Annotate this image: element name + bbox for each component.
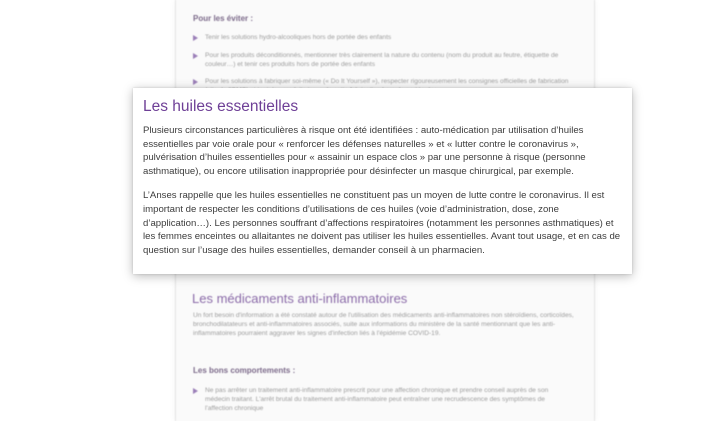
card-paragraph-anses-reminder: L’Anses rappelle que les huiles essentielles ne constituent pas un moyen de lutte contre le coronavirus. Il est important de respecter les conditions d’utilisations de ces huiles (voie d’administration, dose, zone d’application…). Les personnes souffrant d’affections respiratoires (notamment les personnes asthmatiques) et les femmes enceintes ou allaitantes ne doivent pas utiliser les huiles essentielles. Avant tout usage, et en cas de question sur l’usage des huiles essentielles, demander conseil à un pharmacien. [143,190,621,256]
essential-oils-highlight-card [133,88,632,274]
list-item-text: Tenir les solutions hydro-alcooliques hors de portée des enfants [205,34,392,41]
section-heading-anti-inflammatory: Les médicaments anti-inflammatoires [192,291,408,306]
list-item-text: Pour les solutions à fabriquer soi-même (« Do It Yourself »), respecter rigoureusement les consignes officielles de fabrication [205,78,569,85]
bullet-triangle-icon [193,79,198,85]
bullet-triangle-icon [193,388,198,394]
list-item [193,34,573,43]
list-item-text: Pour les produits déconditionnés, mentionner très clairement la nature du contenu (nom du produit au feutre, étiquette de couleur…) et tenir ces produits hors de portée des enfants [205,52,559,68]
bullet-triangle-icon [193,53,198,59]
section-paragraph: Un fort besoin d'information a été constaté autour de l'utilisation des médicaments anti-inflammatoires non stéroïdiens, corticoïdes, bronchodilatateurs et anti-inflammatoires associés, suite aux informations du ministère de la santé mentionnant que les anti-inflammatoires pourraient aggraver les signes d'infection liés à l'épidémie COVID-19. [193,312,574,337]
list-item [193,52,573,70]
bullet-triangle-icon [193,35,198,41]
section-label-avoid: Pour les éviter : [193,14,254,23]
card-paragraph-risks: Plusieurs circonstances particulières à risque ont été identifiées : auto-médication par utilisation d’huiles essentielles par voie orale pour « renforcer les défenses naturelles » et « lutter contre le coronavirus », pulvérisation d’huiles essentielles pour « assainir un espace clos » par une personne à risque (personne asthmatique), ou encore utilisation inappropriée pour désinfecter un masque chirurgical, par exemple. [143,125,586,177]
card-title: Les huiles essentielles [143,98,299,115]
section-label-good-behaviors: Les bons comportements : [193,366,296,375]
list-item-text: Ne pas arrêter un traitement anti-inflammatoire prescrit pour une affection chronique et prendre conseil auprès de son médecin traitant. L'arrêt brutal du traitement anti-inflammatoire peut entraîner une recrudescence des symptômes de l'affection chronique [205,387,549,412]
list-item [193,387,573,413]
